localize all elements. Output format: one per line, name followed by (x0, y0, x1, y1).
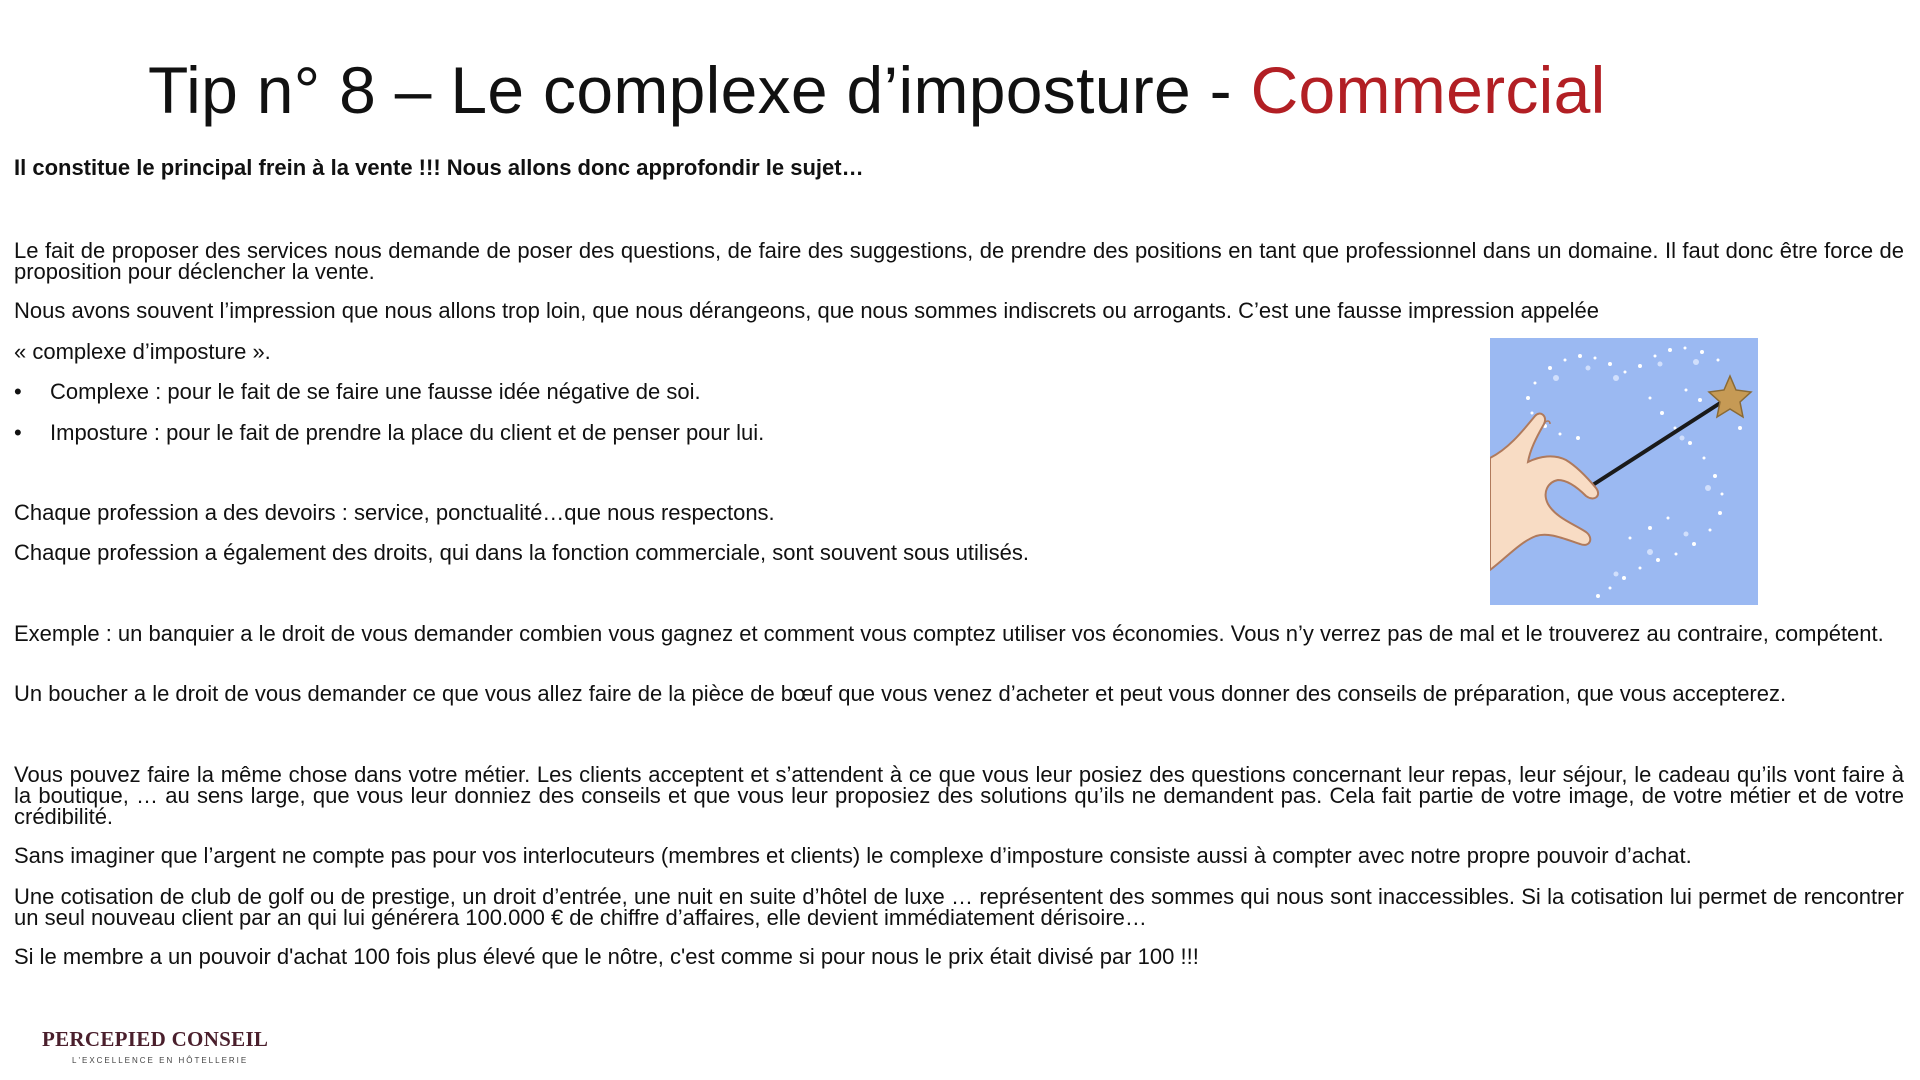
intro-text: Il constitue le principal frein à la vente !!! Nous allons donc approfondir le sujet… (14, 155, 864, 180)
paragraph-3: « complexe d’imposture ». (14, 339, 271, 364)
magic-wand-hand-icon (1490, 338, 1758, 605)
paragraph-9: Sans imaginer que l’argent ne compte pas pour vos interlocuteurs (membres et clients) le complexe d’imposture consiste aussi à compter avec notre propre pouvoir d’achat. (14, 843, 1692, 868)
bullet-text: Complexe : pour le fait de se faire une fausse idée négative de soi. (50, 379, 701, 404)
paragraph-11: Si le membre a un pouvoir d'achat 100 fois plus élevé que le nôtre, c'est comme si pour nous le prix était divisé par 100 !!! (14, 944, 1199, 969)
paragraph-6: Exemple : un banquier a le droit de vous demander combien vous gagnez et comment vous comptez utiliser vos économies. Vous n’y verrez pas de mal et le trouverez au contraire, compétent. (14, 621, 1884, 646)
bullet-item (14, 381, 701, 402)
paragraph-2: Nous avons souvent l’impression que nous allons trop loin, que nous dérangeons, que nous sommes indiscrets ou arrogants. C’est une fausse impression appelée (14, 298, 1599, 323)
slide-title (148, 52, 1606, 128)
title-accent: Commercial (1250, 53, 1606, 127)
logo-tagline: L'EXCELLENCE EN HÔTELLERIE (72, 1056, 249, 1065)
bullet-symbol: • (14, 420, 22, 445)
logo-name: PERCEPIED CONSEIL (42, 1027, 269, 1051)
paragraph-1: Le fait de proposer des services nous demande de poser des questions, de faire des suggestions, de prendre des positions en tant que professionnel dans un domaine. Il faut donc être force de proposition pour déclencher la vente. (14, 238, 1904, 284)
paragraph-5: Chaque profession a également des droits, qui dans la fonction commerciale, sont souvent sous utilisés. (14, 540, 1030, 565)
paragraph-10: Une cotisation de club de golf ou de prestige, un droit d’entrée, une nuit en suite d’hôtel de luxe … représentent des sommes qui nous sont inaccessibles. Si la cotisation lui permet de rencontrer un seul nouveau client par an qui lui générera 100.000 € de chiffre d’affaires, elle devient immédiatement dérisoire… (14, 884, 1904, 930)
bullet-text: Imposture : pour le fait de prendre la place du client et de penser pour lui. (50, 420, 765, 445)
paragraph-7: Un boucher a le droit de vous demander ce que vous allez faire de la pièce de bœuf que vous venez d’acheter et peut vous donner des conseils de préparation, que vous accepterez. (14, 681, 1787, 706)
paragraph-4: Chaque profession a des devoirs : service, ponctualité…que nous respectons. (14, 500, 775, 525)
bullet-symbol: • (14, 379, 22, 404)
title-main: Tip n° 8 – Le complexe d’imposture - (148, 53, 1251, 127)
company-logo (42, 1027, 277, 1065)
paragraph-8: Vous pouvez faire la même chose dans votre métier. Les clients acceptent et s’attendent à ce que vous leur posiez des questions concernant leur repas, leur séjour, le cadeau qu’ils vont faire à la boutique, … au sens large, que vous leur donniez des conseils et que vous leur proposiez des solutions qu’ils ne demandent pas. Cela fait partie de votre image, de votre métier et de votre crédibilité. (14, 762, 1904, 829)
bullet-item (14, 422, 764, 443)
